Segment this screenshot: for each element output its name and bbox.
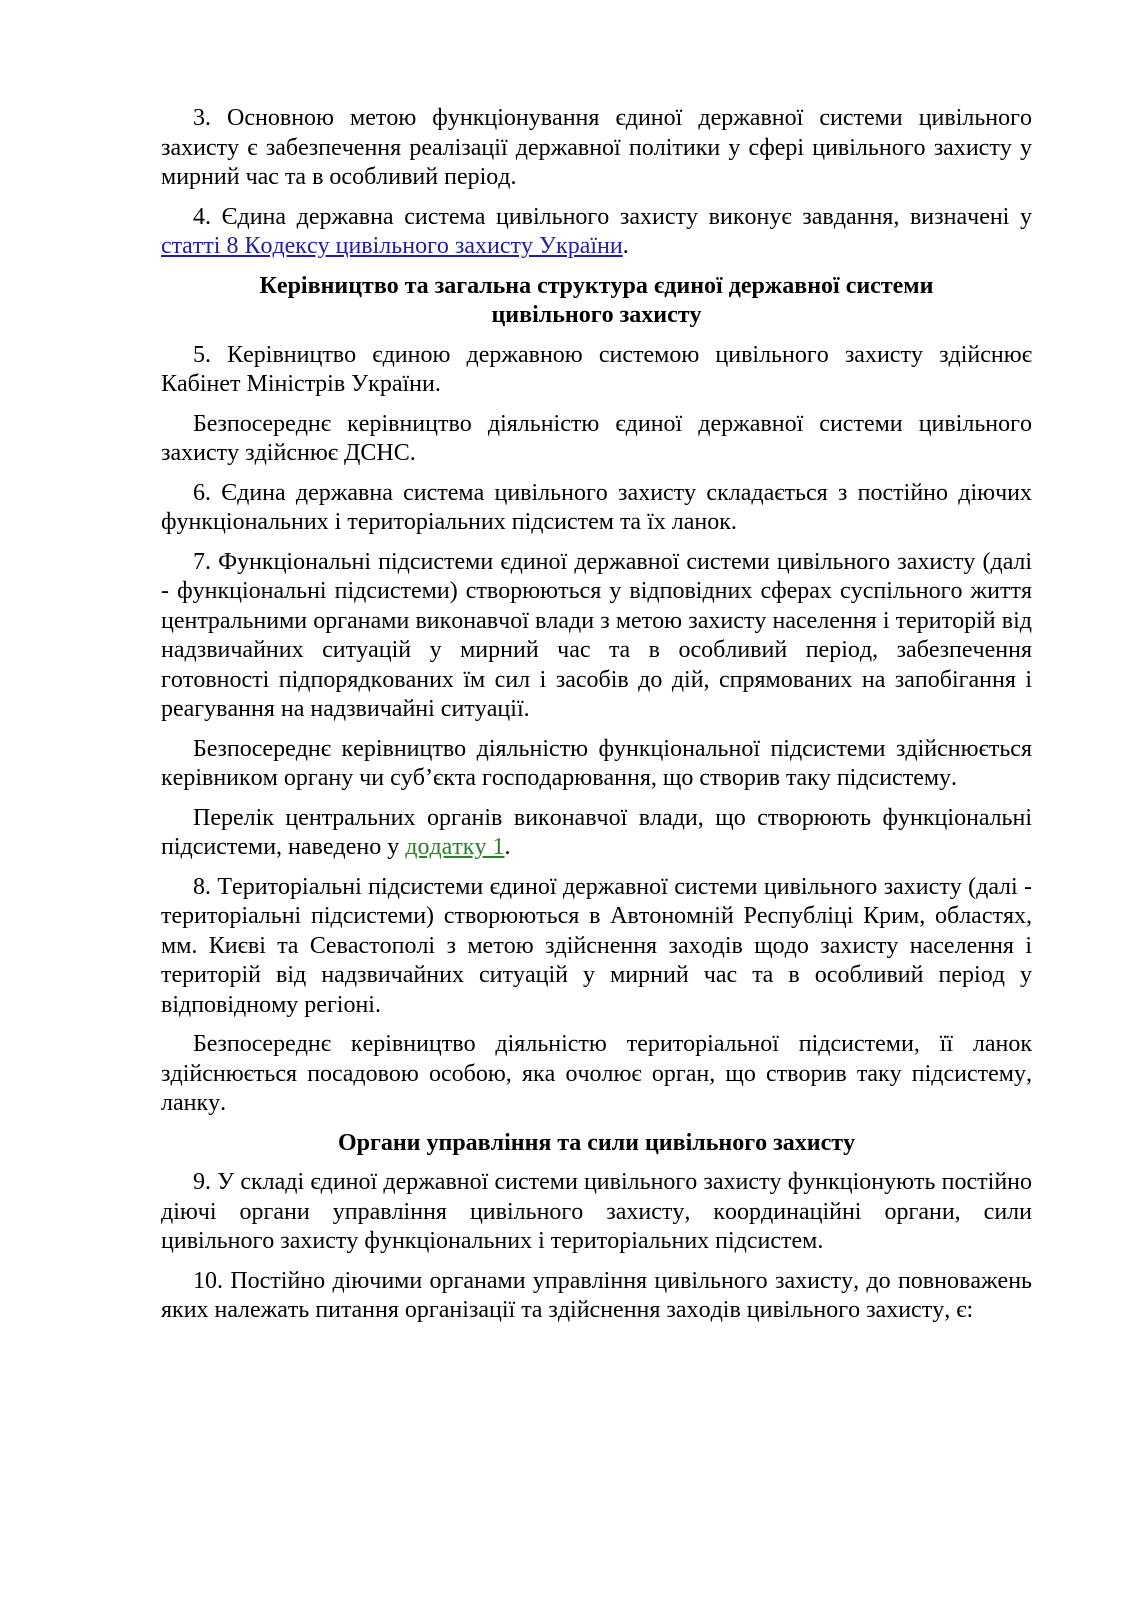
- paragraph-3: 3. Основною метою функціонування єдиної державної системи цивільного захисту є забезпечення реалізації державної політики у сфері цивільного захисту у мирний час та в особливий період.: [161, 105, 1032, 190]
- paragraph-8: 8. Територіальні підсистеми єдиної державної системи цивільного захисту (далі - територіальні підсистеми) створюються в Автономній Республіці Крим, областях, мм. Києві та Севастополі з метою здійснення заходів щодо захисту населення і територій від надзвичайних ситуацій у мирний час та в особливий період у відповідному регіоні.: [161, 873, 1032, 1018]
- section-heading-management-bodies: Органи управління та сили цивільного захисту: [337, 1129, 856, 1156]
- paragraph-4-end: .: [622, 233, 629, 259]
- section-heading-leadership-line2: цивільного захисту: [491, 302, 702, 328]
- paragraph-5-direct-leadership: Безпосереднє керівництво діяльністю єдиної державної системи цивільного захисту здійснює ДСНС.: [161, 410, 1032, 466]
- paragraph-7: 7. Функціональні підсистеми єдиної державної системи цивільного захисту (далі - функціональні підсистеми) створюються у відповідних сферах суспільного життя центральними органами виконавчої влади з метою захисту населення і територій від надзвичайних ситуацій у мирний час та в особливий період, забезпечення готовності підпорядкованих їм сил і засобів до дій, спрямованих на запобігання і реагування на надзвичайні ситуації.: [161, 548, 1032, 722]
- paragraph-6: 6. Єдина державна система цивільного захисту складається з постійно діючих функціональних і територіальних підсистем та їх ланок.: [161, 479, 1032, 535]
- appendix-1-link[interactable]: додатку 1: [405, 834, 505, 860]
- paragraph-7-direct-leadership: Безпосереднє керівництво діяльністю функціональної підсистеми здійснюється керівником органу чи суб’єкта господарювання, що створив таку підсистему.: [161, 735, 1032, 791]
- paragraph-4-text: 4. Єдина державна система цивільного захисту виконує завдання, визначені у: [193, 203, 1032, 230]
- paragraph-7-list: [161, 804, 1032, 863]
- paragraph-7-list-end: .: [504, 834, 511, 860]
- paragraph-10: 10. Постійно діючими органами управління цивільного захисту, до повноважень яких належать питання організації та здійснення заходів цивільного захисту, є:: [161, 1267, 1032, 1323]
- paragraph-9: 9. У складі єдиної державної системи цивільного захисту функціонують постійно діючі органи управління цивільного захисту, координаційні органи, сили цивільного захисту функціональних і територіальних підсистем.: [161, 1169, 1032, 1254]
- paragraph-8-direct-leadership: Безпосереднє керівництво діяльністю територіальної підсистеми, її ланок здійснюється посадовою особою, яка очолює орган, що створив таку підсистему, ланку.: [161, 1031, 1032, 1116]
- section-heading-leadership-line1: Керівництво та загальна структура єдиної державної системи: [259, 272, 934, 299]
- civil-protection-code-link[interactable]: статті 8 Кодексу цивільного захисту України: [161, 233, 623, 259]
- paragraph-4: [161, 203, 1032, 262]
- paragraph-7-list-text: Перелік центральних органів виконавчої влади, що створюють функціональні підсистеми, наведено у: [161, 804, 1032, 860]
- paragraph-5: 5. Керівництво єдиною державною системою цивільного захисту здійснює Кабінет Міністрів України.: [161, 341, 1032, 397]
- section-heading-leadership: [161, 272, 1032, 331]
- document-page: [161, 104, 1032, 1336]
